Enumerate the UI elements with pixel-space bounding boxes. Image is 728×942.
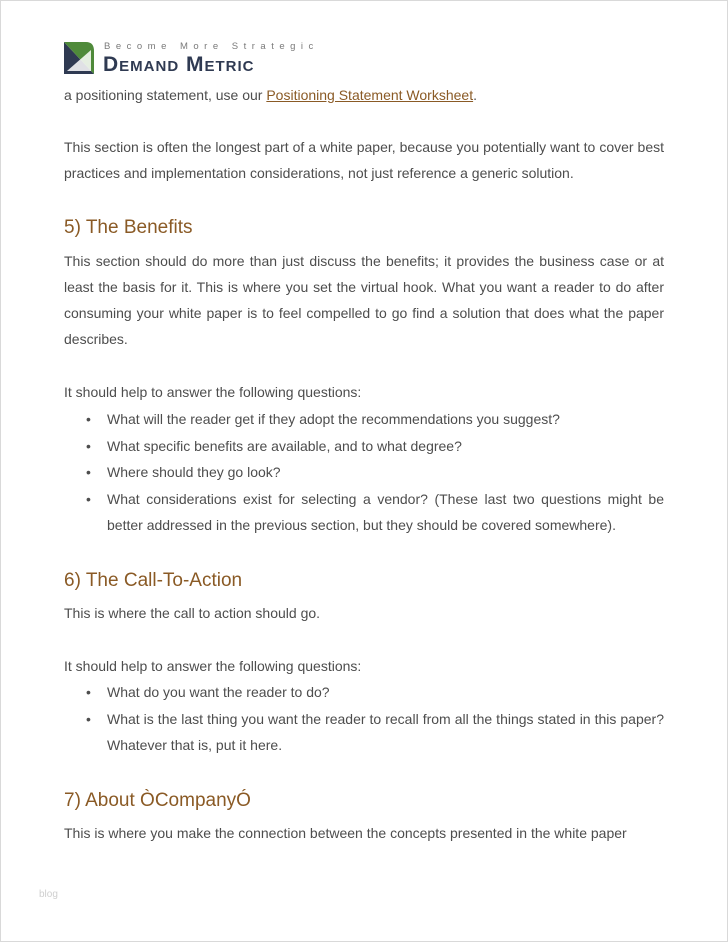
bullet-icon: • [86, 411, 91, 427]
footer-watermark: blog [39, 889, 58, 900]
benefits-questions-intro: It should help to answer the following questions: [64, 384, 362, 400]
bullet-icon: • [86, 464, 91, 480]
list-item [64, 433, 664, 460]
logo-tagline: Become More Strategic [104, 41, 319, 52]
bullet-icon: • [86, 710, 91, 727]
cta-question-list [64, 679, 664, 759]
benefits-question-list [64, 406, 664, 539]
cta-paragraph: This is where the call to action should go. [64, 605, 321, 621]
bullet-icon: • [86, 490, 91, 507]
list-item-text: What considerations exist for selecting a vendor? (These last two questions might be better addressed in the previous section, but they should be covered somewhere). [107, 490, 664, 533]
logo-name: Demand Metric [103, 53, 255, 76]
list-item-text: What is the last thing you want the reader to recall from all the things stated in this paper? Whatever that is, put it here. [107, 710, 664, 753]
list-item-text: What do you want the reader to do? [107, 684, 330, 700]
list-item-text: What specific benefits are available, and to what degree? [107, 437, 462, 454]
positioning-worksheet-link[interactable]: Positioning Statement Worksheet [266, 87, 474, 103]
benefits-paragraph: This section should do more than just discuss the benefits; it provides the business case or at least the basis for it. This is where you set the virtual hook. What you want a reader to do after consuming your white paper is to feel compelled to go find a solution that does what the paper describes. [64, 253, 664, 347]
list-item-text: Where should they go look? [107, 464, 281, 480]
intro-line [64, 82, 664, 108]
cta-heading: 6) The Call-To-Action [64, 570, 243, 591]
longest-part-paragraph: This section is often the longest part of a white paper, because you potentially want to cover best practices and implementation considerations, not just reference a generic solution. [64, 139, 664, 181]
intro-suffix: . [473, 87, 477, 103]
about-heading: 7) About ÒCompanyÓ [64, 790, 251, 811]
benefits-heading: 5) The Benefits [64, 217, 193, 238]
list-item [64, 486, 664, 539]
list-item [64, 459, 664, 486]
cta-questions-intro: It should help to answer the following questions: [64, 658, 362, 674]
intro-prefix: a positioning statement, use our [64, 87, 267, 103]
list-item-text: What will the reader get if they adopt the recommendations you suggest? [107, 411, 560, 427]
list-item [64, 706, 664, 759]
demand-metric-logo [64, 40, 354, 76]
list-item [64, 406, 664, 433]
about-paragraph: This is where you make the connection between the concepts presented in the white paper [64, 825, 627, 841]
list-item [64, 679, 664, 706]
bullet-icon: • [86, 437, 91, 454]
bullet-icon: • [86, 684, 91, 700]
logo-mark-icon [64, 42, 94, 74]
